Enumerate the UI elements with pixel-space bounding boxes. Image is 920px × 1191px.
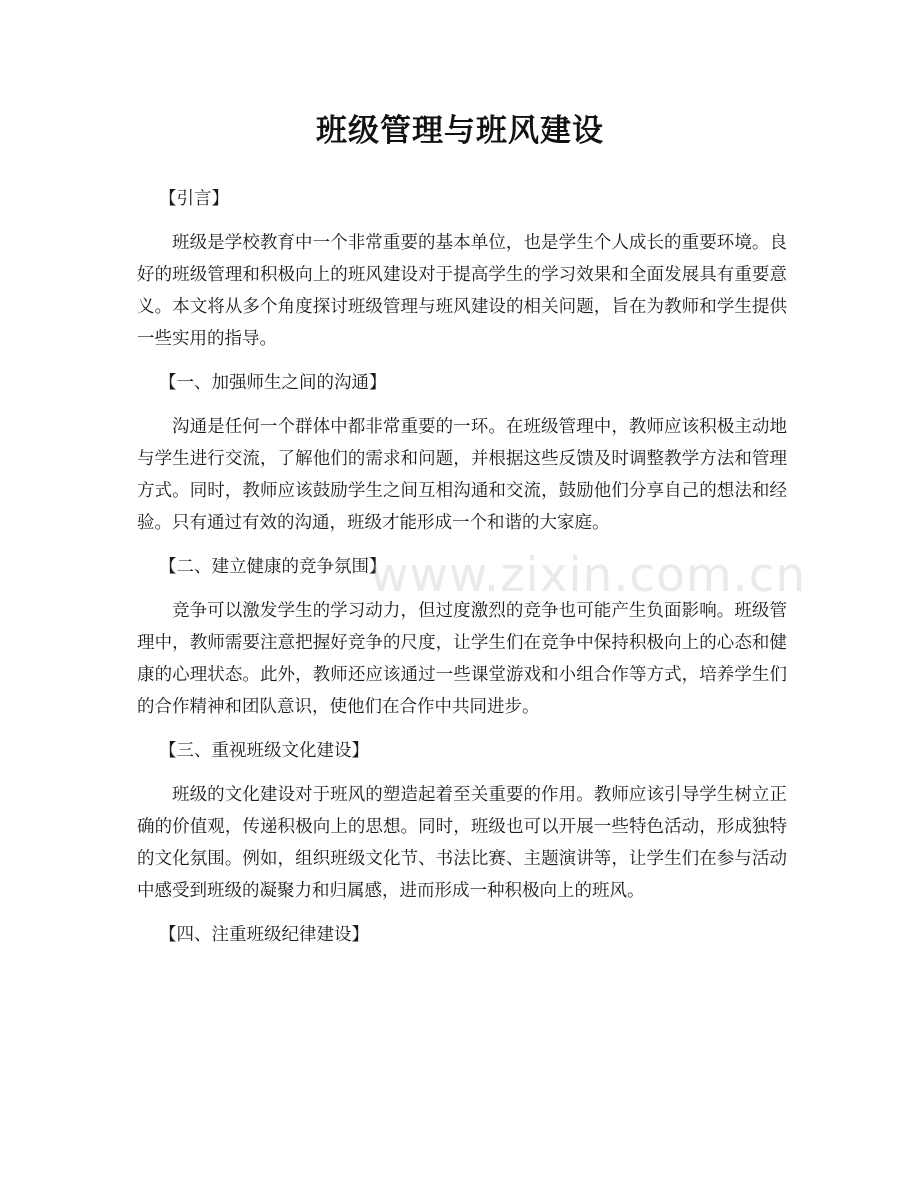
document-body (137, 183, 787, 963)
section-paragraph-competition: 竞争可以激发学生的学习动力，但过度激烈的竞争也可能产生负面影响。班级管理中，教师需要注意把握好竞争的尺度，让学生们在竞争中保持积极向上的心态和健康的心理状态。此外，教师还应该通过一些课堂游戏和小组合作等方式，培养学生们的合作精神和团队意识，使他们在合作中共同进步。 (137, 601, 787, 717)
section-heading-discipline: 【四、注重班级纪律建设】 (159, 925, 369, 945)
section-heading-competition: 【二、建立健康的竞争氛围】 (159, 557, 387, 577)
section-paragraph-culture: 班级的文化建设对于班风的塑造起着至关重要的作用。教师应该引导学生树立正确的价值观，传递积极向上的思想。同时，班级也可以开展一些特色活动，形成独特的文化氛围。例如，组织班级文化节、书法比赛、主题演讲等，让学生们在参与活动中感受到班级的凝聚力和归属感，进而形成一种积极向上的班风。 (137, 785, 787, 901)
section-paragraph-intro: 班级是学校教育中一个非常重要的基本单位，也是学生个人成长的重要环境。良好的班级管理和积极向上的班风建设对于提高学生的学习效果和全面发展具有重要意义。本文将从多个角度探讨班级管理与班风建设的相关问题，旨在为教师和学生提供一些实用的指导。 (137, 233, 787, 349)
section-heading-communication: 【一、加强师生之间的沟通】 (159, 373, 387, 393)
section-heading-culture: 【三、重视班级文化建设】 (159, 741, 369, 761)
section-heading-intro: 【引言】 (159, 189, 229, 209)
watermark: www.zixin.com.cn (370, 548, 807, 603)
section-paragraph-communication: 沟通是任何一个群体中都非常重要的一环。在班级管理中，教师应该积极主动地与学生进行交流，了解他们的需求和问题，并根据这些反馈及时调整教学方法和管理方式。同时，教师应该鼓励学生之间互相沟通和交流，鼓励他们分享自己的想法和经验。只有通过有效的沟通，班级才能形成一个和谐的大家庭。 (137, 417, 787, 533)
page-title: 班级管理与班风建设 (316, 113, 604, 149)
